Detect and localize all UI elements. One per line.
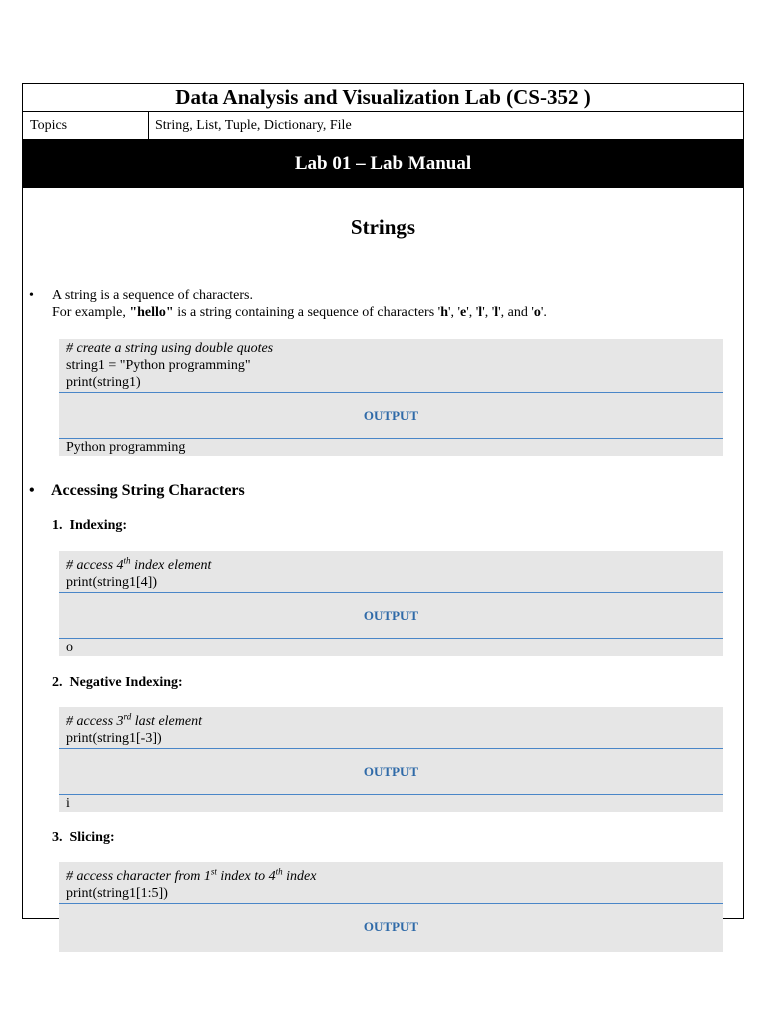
section-title-strings: Strings: [350, 215, 416, 239]
output-label: OUTPUT: [59, 392, 723, 439]
code-block: [59, 707, 723, 748]
code-comment: # create a string using double quotes: [66, 341, 274, 356]
output-label: OUTPUT: [59, 592, 723, 639]
code-box-slicing: [59, 862, 723, 952]
content-area: [23, 215, 743, 934]
subheading-slicing: 3. Slicing:: [52, 830, 115, 845]
code-block: [59, 339, 723, 392]
topics-label: Topics: [23, 112, 149, 139]
code-block: [59, 862, 723, 903]
code-line: print(string1[4]): [66, 574, 157, 590]
intro-line-2: For example, "hello" is a string containing a sequence of characters 'h', 'e', 'l', 'l', and 'o'.: [52, 305, 547, 320]
hello-word: "hello": [129, 305, 174, 320]
code-line: string1 = "Python programming": [66, 358, 251, 373]
output-label: OUTPUT: [59, 748, 723, 795]
subheading-indexing: 1. Indexing:: [52, 518, 128, 533]
output-value: i: [66, 795, 70, 811]
code-block: [59, 551, 723, 592]
topics-value: String, List, Tuple, Dictionary, File: [155, 118, 352, 133]
lab-banner: Lab 01 – Lab Manual: [23, 140, 743, 188]
code-comment: # access 3rd last element: [66, 711, 202, 729]
code-box-indexing: [59, 551, 723, 656]
output-label: OUTPUT: [59, 903, 723, 949]
code-line: print(string1[1:5]): [66, 885, 168, 901]
code-line: print(string1): [66, 375, 141, 390]
intro-text: [52, 287, 547, 321]
code-box-negative-indexing: [59, 707, 723, 812]
output-value: Python programming: [66, 440, 186, 455]
subheading-negative-indexing: 2. Negative Indexing:: [52, 675, 183, 690]
bullet-icon: •: [29, 288, 34, 303]
code-line: print(string1[-3]): [66, 730, 162, 746]
code-comment: # access character from 1st index to 4th index: [66, 866, 317, 884]
code-box-string-example: [59, 339, 723, 456]
bullet-icon: •: [29, 482, 35, 499]
document-title: Data Analysis and Visualization Lab (CS-352 ): [23, 84, 743, 112]
code-comment: # access 4th index element: [66, 555, 212, 573]
intro-line-1: A string is a sequence of characters.: [52, 288, 253, 303]
heading-accessing: • Accessing String Characters: [29, 482, 245, 499]
lab-manual-frame: [22, 83, 744, 934]
topics-row: [23, 112, 743, 140]
output-value: o: [66, 639, 73, 655]
